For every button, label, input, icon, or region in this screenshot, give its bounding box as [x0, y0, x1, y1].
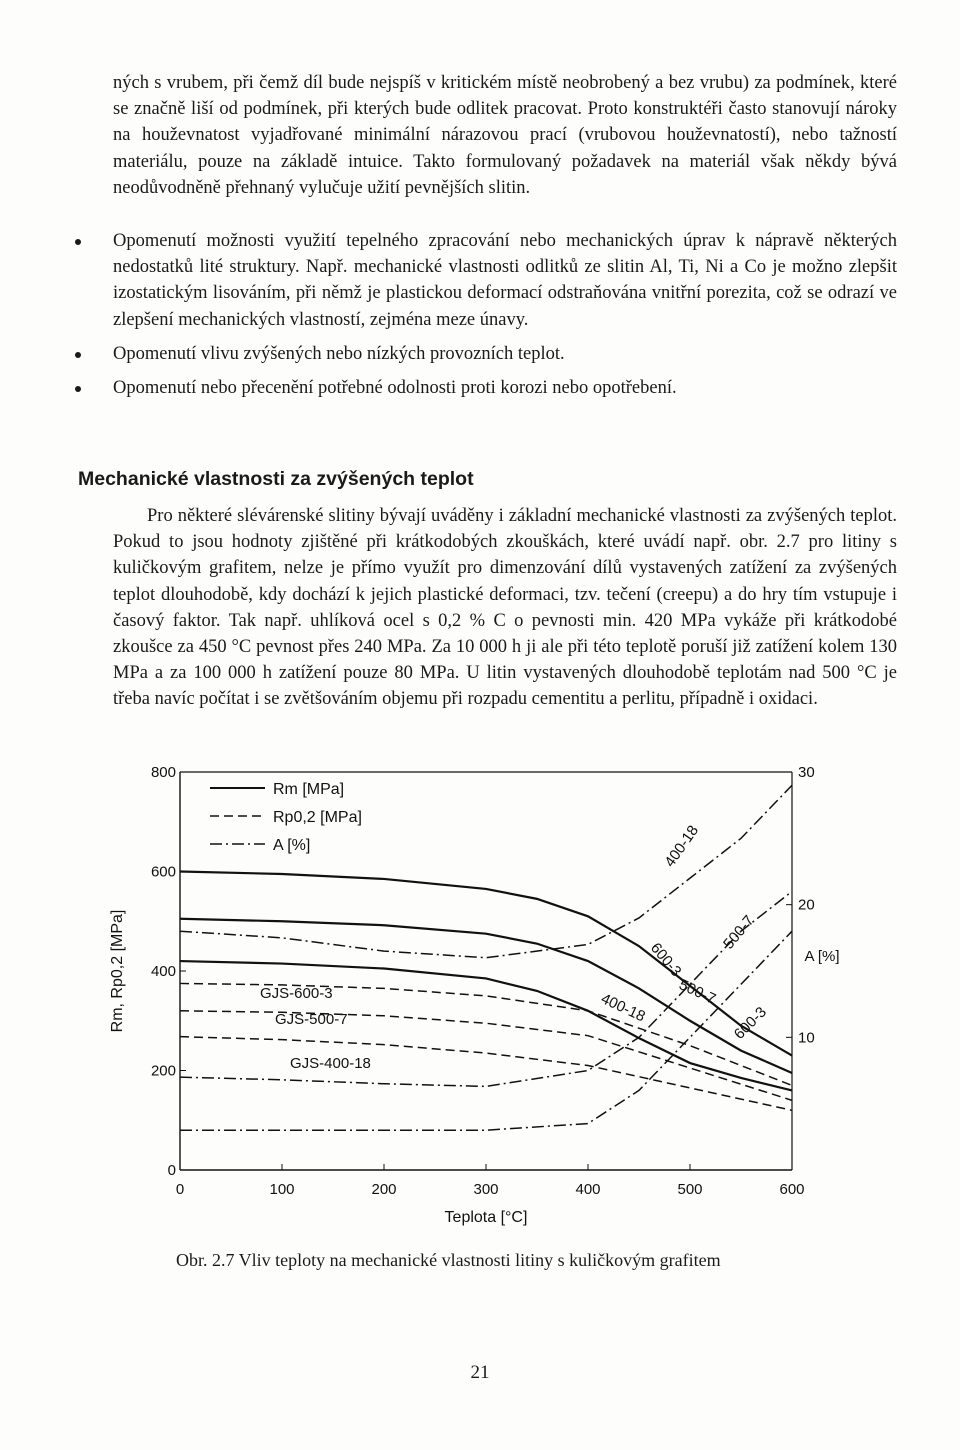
- curve-annotation: GJS-400-18: [290, 1055, 371, 1072]
- y-tick-label: 0: [167, 1162, 176, 1179]
- bullet-text: Opomenutí nebo přecenění potřebné odolnosti proti korozi nebo opotřebení.: [113, 378, 677, 399]
- curve-annotation: 400-18: [598, 990, 648, 1026]
- x-tick-label: 0: [175, 1181, 185, 1198]
- bullet-item: [75, 341, 897, 367]
- y-tick-label: 800: [150, 764, 176, 781]
- section-heading: Mechanické vlastnosti za zvýšených teplot: [78, 468, 474, 490]
- x-tick-label: 300: [473, 1181, 499, 1198]
- x-tick-label: 100: [269, 1181, 295, 1198]
- y-right-tick-label: 10: [798, 1029, 815, 1047]
- curve-annotation: 500-7: [720, 912, 758, 953]
- series-line: [180, 1037, 792, 1111]
- curve-annotation: 600-3: [646, 939, 685, 980]
- y-tick-label: 600: [150, 863, 176, 881]
- page-number: 21: [470, 1362, 490, 1383]
- bullet-item: [75, 375, 897, 401]
- bullet-item: [75, 228, 897, 333]
- figure-caption: Obr. 2.7 Vliv teploty na mechanické vlastnosti litiny s kuličkovým grafitem: [176, 1250, 721, 1270]
- curve-annotation: 600-3: [730, 1003, 770, 1043]
- section-paragraph: Pro některé slévárenské slitiny bývají uváděny i základní mechanické vlastnosti za zvýšených teplot. Pokud to jsou hodnoty zjištěné při krátkodobých zkouškách, které uvádí např. obr. 2.7 pro litiny s kuličkovým grafitem, nelze je přímo využít pro dimenzování dílů vystavených zatížení za zvýšených teplot dlouhodobě, kdy dochází k jejich plastické deformaci, tzv. tečení (creepu) a do hry tím vstupuje i časový faktor. Tak např. uhlíková ocel s 0,2 % C o pevnosti min. 420 MPa vykáže při krátkodobé zkoušce za 450 °C pevnost přes 240 MPa. Za 10 000 h ji ale při této teplotě poruší již zatížení kolem 130 MPa a za 100 000 h zatížení pouze 80 MPa. U litin vystavených dlouhodobě teplotám nad 500 °C je třeba navíc počítat i se zvětšováním objemu při rozpadu cementitu a perlitu, případně i oxidaci.: [113, 506, 897, 710]
- paragraph-continuation: ných s vrubem, při čemž díl bude nejspíš v kritickém místě neobrobený a bez vrubu) za podmínek, které se značně liší od podmínek, při kterých bude odlitek pracovat. Proto konstruktéři často stanovují nároky na houževnatost vyjadřované minimální nárazovou prací (vrubovou houževnatostí), nebo tažností materiálu, pouze na základě intuice. Takto formulovaný požadavek na materiál však někdy bývá neodůvodněně přehnaný vylučuje užití pevnějších slitin.: [113, 73, 897, 198]
- series-line: [180, 1011, 792, 1101]
- y-right-tick-label: 20: [798, 896, 815, 914]
- y-axis-title: Rm, Rp0,2 [MPa]: [109, 909, 126, 1033]
- y-tick-label: 200: [150, 1062, 176, 1080]
- series-line: [180, 785, 792, 957]
- legend-label: Rp0,2 [MPa]: [273, 809, 362, 826]
- bullet-icon: [75, 352, 81, 358]
- legend-label: A [%]: [273, 837, 311, 854]
- curve-annotation: GJS-500-7: [275, 1011, 348, 1028]
- bullet-icon: [75, 239, 81, 245]
- y-tick-label: 400: [150, 963, 176, 980]
- y-right-tick-label: 30: [798, 764, 815, 781]
- bullet-text: Opomenutí vlivu zvýšených nebo nízkých provozních teplot.: [113, 343, 565, 364]
- curve-annotation: 400-18: [661, 822, 703, 871]
- x-axis-title: Teplota [°C]: [444, 1209, 528, 1226]
- series-line: [180, 931, 792, 1130]
- x-tick-label: 600: [779, 1181, 805, 1198]
- bullet-text: Opomenutí možnosti využití tepelného zpracování nebo mechanických úprav k nápravě některých nedostatků lité struktury. Např. mechanické vlastnosti odlitků ze slitin Al, Ti, Ni a Co je možno zlepšit izostatickým lisováním, při němž je plastickou deformací odstraňována vnitřní porezita, což se odrazí ve zlepšení mechanických vlastností, zejména meze únavy.: [113, 231, 897, 330]
- legend-label: Rm [MPa]: [273, 781, 345, 798]
- curve-annotation: GJS-600-3: [260, 985, 333, 1002]
- x-tick-label: 500: [677, 1181, 703, 1198]
- y-right-axis-title: A [%]: [804, 948, 840, 965]
- figure-chart: [80, 750, 880, 1230]
- x-tick-label: 400: [575, 1181, 601, 1198]
- x-tick-label: 200: [371, 1181, 397, 1198]
- curve-annotation: 500-7: [676, 976, 719, 1008]
- chart-svg: [80, 750, 880, 1230]
- bullet-list: [75, 228, 897, 409]
- bullet-icon: [75, 386, 81, 392]
